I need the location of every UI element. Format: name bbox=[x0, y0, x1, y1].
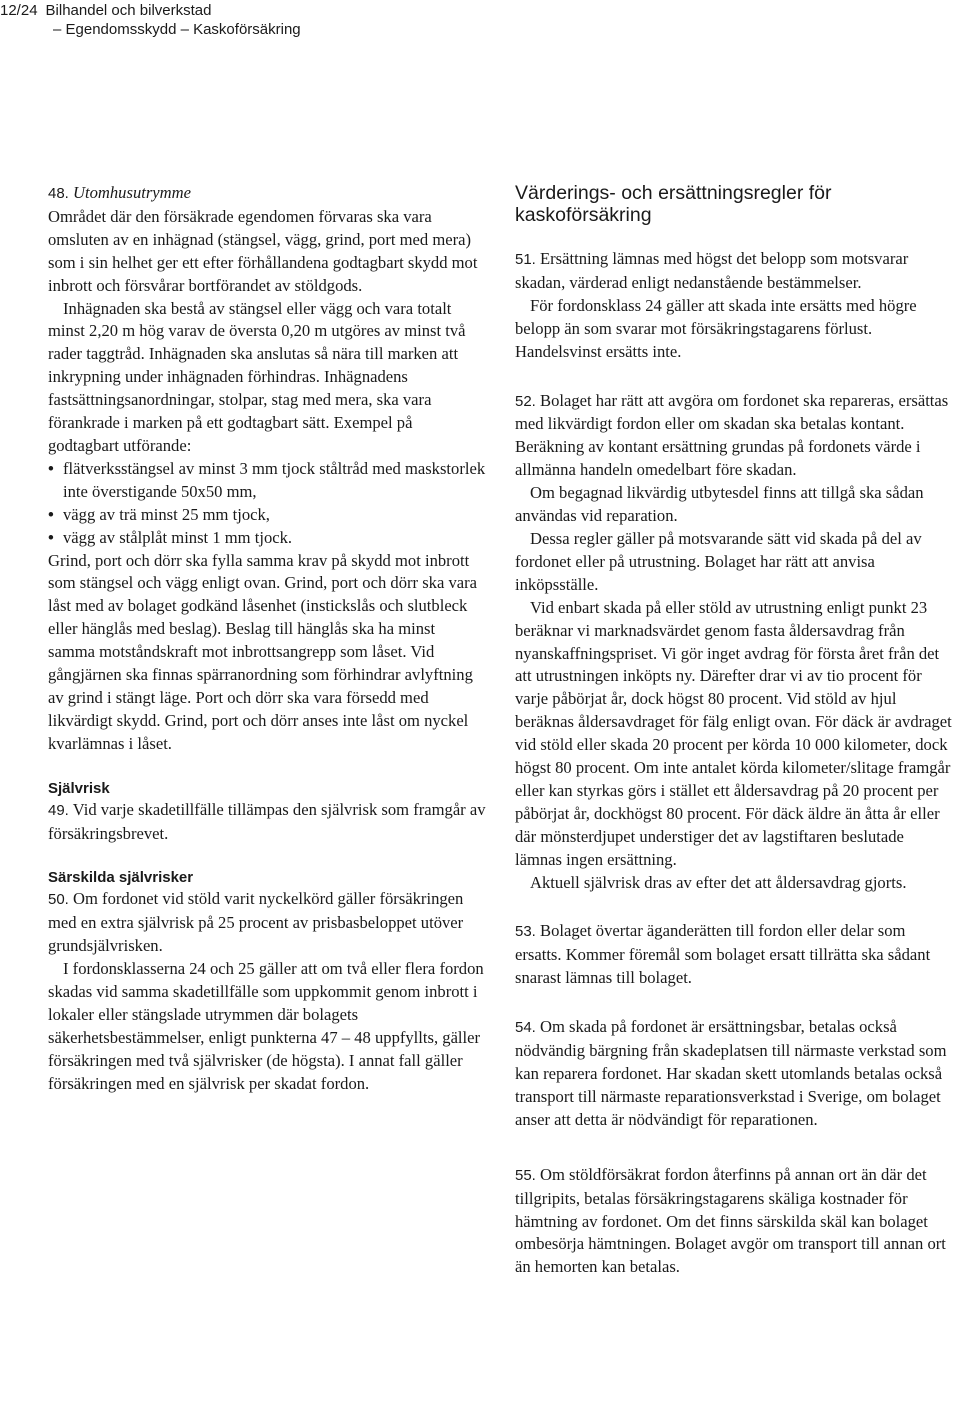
section-number: 52. bbox=[515, 392, 536, 410]
paragraph: Vid varje skadetillfälle tillämpas den självrisk som framgår av försäkringsbrevet. bbox=[48, 799, 486, 843]
paragraph: Om skada på fordonet är ersättningsbar, betalas också nödvändig bärgning från skadeplatsen till närmaste verkstad som kan reparera fordonet. Har skadan skett utomlands betalas också transport till närmaste reparationsverkstad i Sverige, om bolaget anser att detta är nödvändigt för reparationen. bbox=[515, 1017, 947, 1129]
paragraph: Dessa regler gäller på motsvarande sätt vid skada på del av fordonet eller på utrustning. Bolaget har rätt att anvisa inköpsställe. bbox=[515, 528, 922, 594]
section-52 bbox=[515, 390, 953, 483]
bullet-item: • vägg av trä minst 25 mm tjock, bbox=[48, 504, 486, 527]
section-heading: Värderings- och ersättningsregler för kaskoförsäkring bbox=[515, 182, 832, 226]
section-number: 48. bbox=[48, 185, 69, 202]
paragraph: Vid enbart skada på eller stöld av utrustning enligt punkt 23 beräknar vi marknadsvärdet genom fasta åldersavdrag från nyanskaffningspriset. Vi gör inget avdrag för första året från det att utrustningen inköpts ny. Därefter drar vi av tio procent för varje påbörjat år, dock högst 80 procent. Vid stöld av hjul beräknas åldersavdraget för fälg enligt ovan. För däck är avdraget vid stöld eller skada 20 procent per körda 10 000 kilometer, dock högst 80 procent. Om inte antalet körda kilometer/slitage framgår eller kan styrkas görs i stället ett åldersavdrag på 20 procent per påbörjat år, dockhögst 80 procent. För däck äldre än åtta år eller där mönsterdjupet understiger det av lagstiftaren beslutade lämnas ingen ersättning. bbox=[515, 597, 952, 869]
section-number: 49. bbox=[48, 801, 69, 819]
document-subtitle: – Egendomsskydd – Kaskoförsäkring bbox=[53, 21, 301, 38]
bullet-list bbox=[48, 458, 486, 550]
section-50 bbox=[48, 888, 486, 958]
heading-sarskilda-sjalvrisker: Särskilda självrisker bbox=[48, 869, 194, 887]
section-number: 50. bbox=[48, 891, 69, 909]
header-line bbox=[0, 0, 211, 21]
paragraph: Bolaget övertar äganderätten till fordon eller delar som ersatts. Kommer föremål som bolaget ersatt tillrätta ska sådant snarast lämnas till bolaget. bbox=[515, 921, 931, 988]
heading-sjalvrisk: Självrisk bbox=[48, 779, 110, 797]
section-48-title-line bbox=[48, 182, 486, 206]
paragraph: Området där den försäkrade egendomen förvaras ska vara omsluten av en inhägnad (stängsel, vägg, grind, port med mera) som i sin helhet ger ett efter förhållandena godtagbart skydd mot inbrott och försvårar bortförandet av stöldgods. bbox=[48, 206, 478, 295]
paragraph: Om begagnad likvärdig utbytesdel finns att tillgå ska sådan användas vid reparation. bbox=[515, 483, 924, 526]
section-53 bbox=[515, 920, 953, 990]
paragraph: Aktuell självrisk dras av efter det att åldersavdrag gjorts. bbox=[530, 872, 907, 892]
section-number: 53. bbox=[515, 923, 536, 941]
section-51 bbox=[515, 248, 953, 295]
paragraph: Om stöldförsäkrat fordon återfinns på annan ort än där det tillgripits, betalas försäkringstagarens skäliga kostnader för hämtning av fordonet. Om det finns särskilda skäl kan bolaget ombesörja hämtningen. Bolaget avgör om transport till annan ort än hemorten kan betalas. bbox=[515, 1164, 946, 1277]
page-number: 12/24 bbox=[0, 2, 38, 19]
section-49 bbox=[48, 799, 486, 846]
paragraph: Om fordonet vid stöld varit nyckelkörd gäller försäkringen med en extra självrisk på 25 procent av prisbasbeloppet utöver grundsjälvrisken. bbox=[48, 889, 464, 956]
section-48 bbox=[48, 182, 486, 756]
section-54 bbox=[515, 1016, 953, 1132]
bullet-item: • vägg av stålplåt minst 1 mm tjock. bbox=[48, 527, 486, 550]
section-number: 55. bbox=[515, 1166, 536, 1184]
section-number: 54. bbox=[515, 1019, 536, 1037]
section-title: Utomhusutrymme bbox=[73, 183, 192, 202]
section-55 bbox=[515, 1164, 953, 1280]
paragraph: Ersättning lämnas med högst det belopp som motsvarar skadan, värderad enligt nedanstående bestämmelser. bbox=[515, 249, 909, 292]
section-number: 51. bbox=[515, 251, 536, 268]
document-title: Bilhandel och bilverkstad bbox=[45, 2, 212, 19]
left-column bbox=[48, 182, 486, 1096]
paragraph: För fordonsklass 24 gäller att skada inte ersätts med högre belopp än som svarar mot försäkringstagarens förlust. Handelsvinst ersätts inte. bbox=[515, 295, 917, 361]
paragraph: Inhägnaden ska bestå av stängsel eller vägg och vara totalt minst 2,20 m hög varav de översta 0,20 m utgöres av minst två rader taggtråd. Inhägnaden ska anslutas så nära till marken att inkrypning under inhägnaden förhindras. Inhägnadens fastsättningsanordningar, stolpar, stag med mera, ska vara förankrade i marken på ett godtagbart sätt. Exempel på godtagbart utförande: bbox=[48, 298, 466, 455]
right-column bbox=[515, 182, 953, 1279]
bullet-item: • flätverksstängsel av minst 3 mm tjock ståltråd med maskstorlek inte överstigande 50x50 mm, bbox=[48, 458, 486, 504]
paragraph: Grind, port och dörr ska fylla samma krav på skydd mot inbrott som stängsel och vägg enligt ovan. Grind, port och dörr ska vara låst med av bolaget godkänd låsenhet (instickslås och slutbleck eller hänglås med beslag). Beslag till hänglås ska ha minst samma motståndskraft mot inbrottsangrepp som låset. Vid gångjärnen ska finnas spärranordning som förhindrar avlyftning av grind i stängt läge. Port och dörr ska vara försedd med likvärdigt skydd. Grind, port och dörr anses inte låst om nyckel kvarlämnas i låset. bbox=[48, 550, 478, 753]
paragraph: Bolaget har rätt att avgöra om fordonet ska repareras, ersättas med likvärdigt fordon eller om skadan ska betalas kontant. Beräkning av kontant ersättning grundas på fordonets värde i allmänna handeln omedelbart före skadan. bbox=[515, 390, 949, 480]
paragraph: I fordonsklasserna 24 och 25 gäller att om två eller flera fordon skadas vid samma skadetillfälle som uppkommit genom inbrott i lokaler eller stängslade utrymmen där bolagets säkerhetsbestämmelser, enligt punkterna 47 – 48 uppfyllts, gäller försäkringen med två självrisker (de högsta). I annat fall gäller försäkringen med en självrisk per skadat fordon. bbox=[48, 959, 484, 1093]
